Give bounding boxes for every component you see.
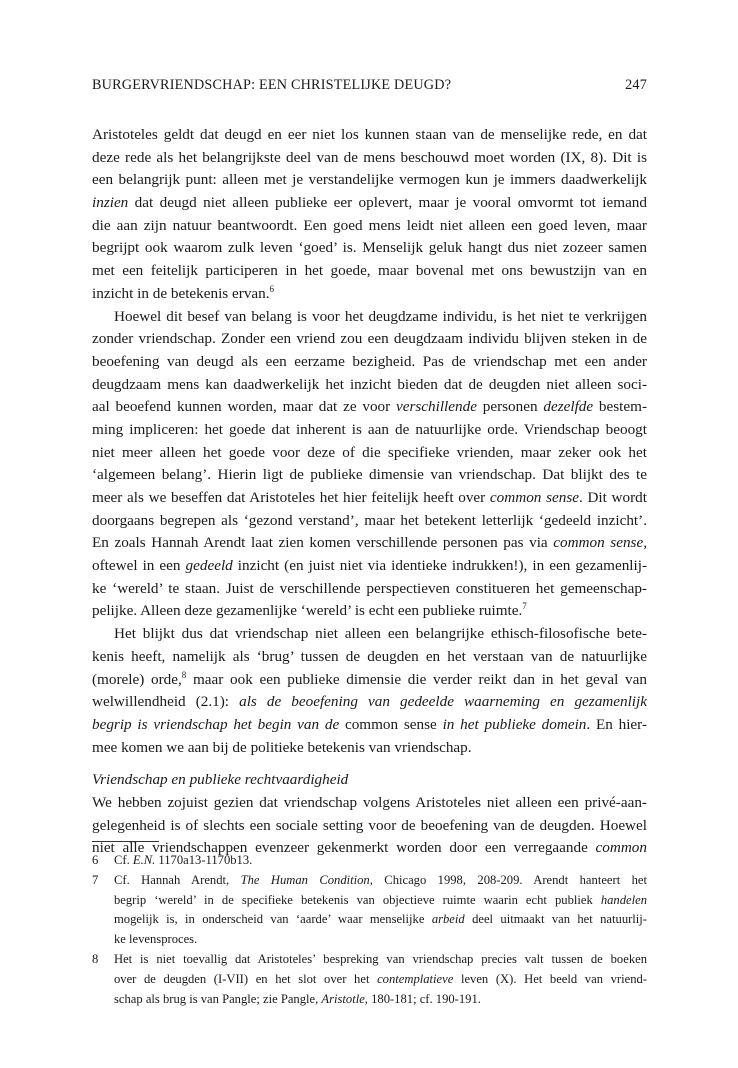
footnote-separator <box>92 841 159 842</box>
emphasis: gedeeld <box>185 557 233 575</box>
emphasis: dezelfde <box>543 398 594 416</box>
footnote-line: mogelijk is, in onderscheid van ‘aarde’ waar menselijke arbeid deel uitmaakt van het natuurlij- <box>114 912 647 927</box>
heading-text: Vriendschap en publieke rechtvaardigheid <box>92 771 349 789</box>
text-line: Het blijkt dus dat vriendschap niet alleen een belangrijke ethisch-filosofische bete- <box>114 625 647 643</box>
text-line: inzien dat deugd niet alleen publieke eer oplevert, maar je vooral omvormt tot iemand <box>92 194 647 212</box>
text-line: zonder vriendschap. Zonder een vriend zou een deugdzaam individu blijven steken in de <box>92 330 647 348</box>
footnote-8 <box>92 950 647 1009</box>
footnote-ref-8[interactable]: 8 <box>181 669 187 680</box>
text-line: begrijpt ook waarom zulk leven ‘goed’ is. Menselijk geluk hangt dus niet zozeer samen <box>92 239 647 257</box>
text-line: ke ‘wereld’ te staan. Juist de verschillende perspectieven constitueren het gemeenschap- <box>92 579 647 597</box>
text-line: deze rede als het belangrijkste deel van de mens beschouwd moet worden (IX, 8). Dit is <box>92 148 647 166</box>
text-line: pelijke. Alleen deze gezamenlijke ‘wereld’ is echt een publieke ruimte.$^7$ <box>92 601 527 620</box>
footnote-line: Cf. Hannah Arendt, The Human Condition, Chicago 1998, 208-209. Arendt hanteert het <box>114 872 647 887</box>
emphasis: common sense <box>553 534 644 552</box>
emphasis: common <box>595 839 647 857</box>
main-text <box>92 124 647 860</box>
text-line: een belangrijk punt: alleen met je verstandelijke vermogen kun je immers daadwerkelijk <box>92 171 647 189</box>
emphasis: verschillende <box>395 398 477 416</box>
footnote-ref-7[interactable]: 7 <box>522 601 527 612</box>
footnotes <box>92 851 647 1009</box>
text-line: En zoals Hannah Arendt laat zien komen verschillende personen pas via common sense, <box>92 534 647 552</box>
emphasis: begrip is vriendschap het begin van de <box>92 715 340 733</box>
text-line: begrip is vriendschap het begin van de common sense in het publieke domein. En hier- <box>92 715 647 733</box>
text-line: inzicht in de betekenis ervan.$^6$ <box>92 283 275 302</box>
footnote-line: over de deugden (I-VII) en het slot over het contemplatieve leven (X). Het beeld van vriend- <box>114 971 647 986</box>
paragraph-3 <box>92 623 647 759</box>
text-line: niet meer alleen het goede voor deze of die specifieke vrienden, maar zeker ook het <box>92 443 647 461</box>
paragraph-4 <box>92 792 647 860</box>
section-heading <box>92 769 647 792</box>
text-line: welwillendheid (2.1): als de beoefening van gedeelde waarneming en gezamenlijk <box>92 693 647 711</box>
text-line: niet alle vriendschappen evenzeer gekenmerkt worden door een verregaande common <box>92 839 647 857</box>
text-line: mee komen we aan bij de politieke betekenis van vriendschap. <box>92 738 472 756</box>
text-line: We hebben zojuist gezien dat vriendschap volgens Aristoteles niet alleen een privé-aan- <box>92 793 647 811</box>
emphasis: common sense <box>489 489 579 506</box>
footnote-number: 8 <box>92 951 99 966</box>
footnote-line: Cf. E.N. 1170a13-1170b13. <box>114 853 253 867</box>
text-line: gelegenheid is of slechts een sociale setting voor de beoefening van de deugden. Hoewel <box>92 816 647 834</box>
footnote-number: 7 <box>92 872 99 887</box>
footnote-line: begrip ‘wereld’ in de specifieke betekenis van objectieve ruimte waarin echt publiek handelen <box>114 892 647 907</box>
text-line: Aristoteles geldt dat deugd en eer niet los kunnen staan van de menselijke rede, en dat <box>92 126 647 143</box>
footnote-number: 6 <box>92 853 99 867</box>
footnote-line: Het is niet toevallig dat Aristoteles’ bespreking van vriendschap precies valt tussen de boeken <box>114 951 647 966</box>
text-line: Hoewel dit besef van belang is voor het deugdzame individu, is het niet te verkrijgen <box>114 307 647 325</box>
text-line: met een feitelijk participeren in het goede, maar bovenal met ons bewustzijn van en <box>92 262 647 280</box>
paragraph-1 <box>92 124 647 306</box>
text-line: ming impliceren: het goede dat inherent is aan de natuurlijke orde. Vriendschap beoogt <box>92 420 647 438</box>
text-line: beoefening van deugd als een eerzame bezigheid. Pas de vriendschap met een ander <box>92 352 647 370</box>
text-line: deugdzaam mens kan daadwerkelijk het inzicht bieden dat de deugden niet alleen soci- <box>92 375 647 393</box>
footnote-line: ke levensproces. <box>114 932 198 947</box>
footnote-6 <box>92 851 647 871</box>
text-line: oftewel in een gedeeld inzicht (en juist niet via identieke indrukken!), in een gezamenlij- <box>92 557 647 575</box>
text-line: ‘algemeen belang’. Hierin ligt de publieke dimensie van vriendschap. Dat blijkt des te <box>92 466 647 484</box>
text-line: (morele) orde,$^8$ maar ook een publieke dimensie die verder reikt dan in het geval van <box>92 669 647 688</box>
text-line: aal beoefend kunnen worden, maar dat ze voor verschillende personen dezelfde bestem- <box>92 398 647 416</box>
text-line: doorgaans begrepen als ‘gezond verstand’, maar het betekent letterlijk ‘gedeeld inzicht’. <box>92 511 647 529</box>
text-line: kenis heeft, namelijk als ‘brug’ tussen de deugden en het verstaan van de natuurlijke <box>92 647 647 665</box>
page-number: 247 <box>625 77 647 93</box>
footnote-ref-6[interactable]: 6 <box>269 283 275 294</box>
text-line: meer als we beseffen dat Aristoteles het hier feitelijk heeft over common sense. Dit wordt <box>92 489 647 506</box>
running-title: BURGERVRIENDSCHAP: EEN CHRISTELIJKE DEUGD? <box>92 77 452 93</box>
emphasis: inzien <box>92 194 129 212</box>
footnote-7 <box>92 871 647 950</box>
emphasis: in het publieke domein <box>442 715 587 733</box>
footnote-line: schap als brug is van Pangle; zie Pangle, Aristotle, 180-181; cf. 190-191. <box>114 991 481 1006</box>
text-line: die aan zijn natuur beantwoordt. Een goed mens leidt niet alleen een goed leven, maar <box>92 216 647 234</box>
paragraph-2 <box>92 306 647 624</box>
emphasis: als de beoefening van gedeelde waarneming en gezamenlijk <box>239 693 647 711</box>
